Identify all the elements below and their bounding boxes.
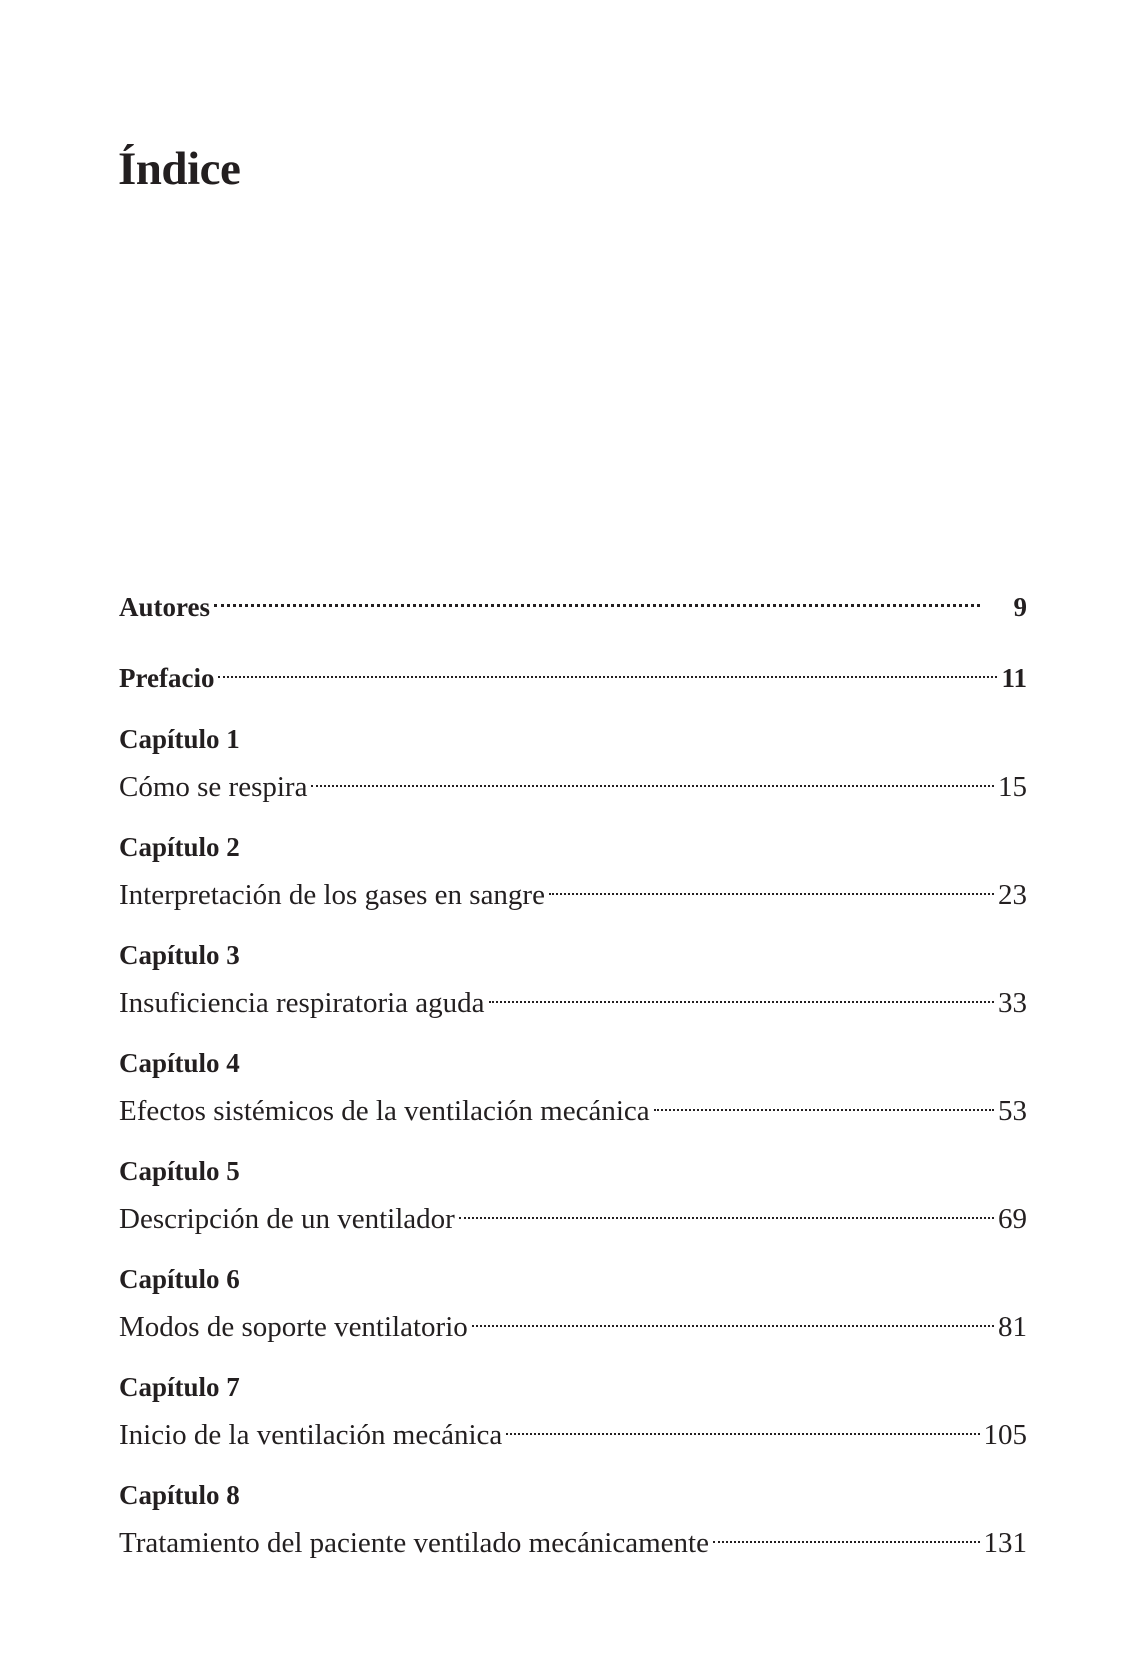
- chapter-label: Capítulo 3: [119, 940, 240, 970]
- chapter-label: Capítulo 2: [119, 832, 240, 862]
- toc-entry-chapter-4[interactable]: [119, 1044, 1027, 1127]
- dot-leader: [489, 974, 994, 1012]
- toc-page-number: 69: [998, 1203, 1027, 1235]
- chapter-label: Capítulo 8: [119, 1480, 240, 1510]
- chapter-label: Capítulo 7: [119, 1372, 240, 1402]
- toc-entry-label: Autores: [119, 592, 210, 622]
- toc-entry-prefacio[interactable]: [119, 649, 1027, 693]
- toc-entry-chapter-5[interactable]: [119, 1152, 1027, 1235]
- toc-entry-chapter-1[interactable]: [119, 720, 1027, 803]
- dot-leader: [654, 1082, 994, 1120]
- dot-leader: [549, 866, 994, 904]
- dot-leader: [214, 578, 1010, 616]
- table-of-contents: [119, 578, 1027, 1559]
- dot-leader: [311, 758, 994, 796]
- chapter-title: Tratamiento del paciente ventilado mecánicamente: [119, 1527, 709, 1559]
- toc-entry-chapter-3[interactable]: [119, 936, 1027, 1019]
- toc-page-number: 33: [998, 987, 1027, 1019]
- dot-leader: [459, 1190, 994, 1228]
- toc-page-number: 53: [998, 1095, 1027, 1127]
- chapter-title: Inicio de la ventilación mecánica: [119, 1419, 503, 1451]
- toc-page-number: 15: [998, 771, 1027, 803]
- dot-leader: [472, 1298, 994, 1336]
- toc-entry-autores[interactable]: [119, 578, 1027, 622]
- toc-page-number: 81: [998, 1311, 1027, 1343]
- chapter-title: Descripción de un ventilador: [119, 1203, 455, 1235]
- toc-entry-chapter-8[interactable]: [119, 1476, 1027, 1559]
- dot-leader: [506, 1406, 979, 1444]
- dot-leader: [218, 649, 997, 687]
- chapter-label: Capítulo 4: [119, 1048, 240, 1078]
- toc-page-number: 105: [983, 1419, 1027, 1451]
- chapter-label: Capítulo 5: [119, 1156, 240, 1186]
- page-title: Índice: [118, 143, 241, 195]
- chapter-title: Cómo se respira: [119, 771, 308, 803]
- chapter-label: Capítulo 1: [119, 724, 240, 754]
- toc-entry-label: Prefacio: [119, 663, 215, 693]
- toc-entry-chapter-7[interactable]: [119, 1368, 1027, 1451]
- toc-page-number: 23: [998, 879, 1027, 911]
- toc-page-number: 11: [1001, 663, 1027, 693]
- chapter-title: Modos de soporte ventilatorio: [119, 1311, 468, 1343]
- chapter-title: Interpretación de los gases en sangre: [119, 879, 545, 911]
- toc-entry-chapter-2[interactable]: [119, 828, 1027, 911]
- toc-entry-chapter-6[interactable]: [119, 1260, 1027, 1343]
- dot-leader: [713, 1514, 980, 1552]
- chapter-label: Capítulo 6: [119, 1264, 240, 1294]
- chapter-title: Efectos sistémicos de la ventilación mecánica: [119, 1095, 650, 1127]
- toc-page-number: 131: [983, 1527, 1027, 1559]
- toc-page-number: 9: [1013, 592, 1027, 622]
- chapter-title: Insuficiencia respiratoria aguda: [119, 987, 485, 1019]
